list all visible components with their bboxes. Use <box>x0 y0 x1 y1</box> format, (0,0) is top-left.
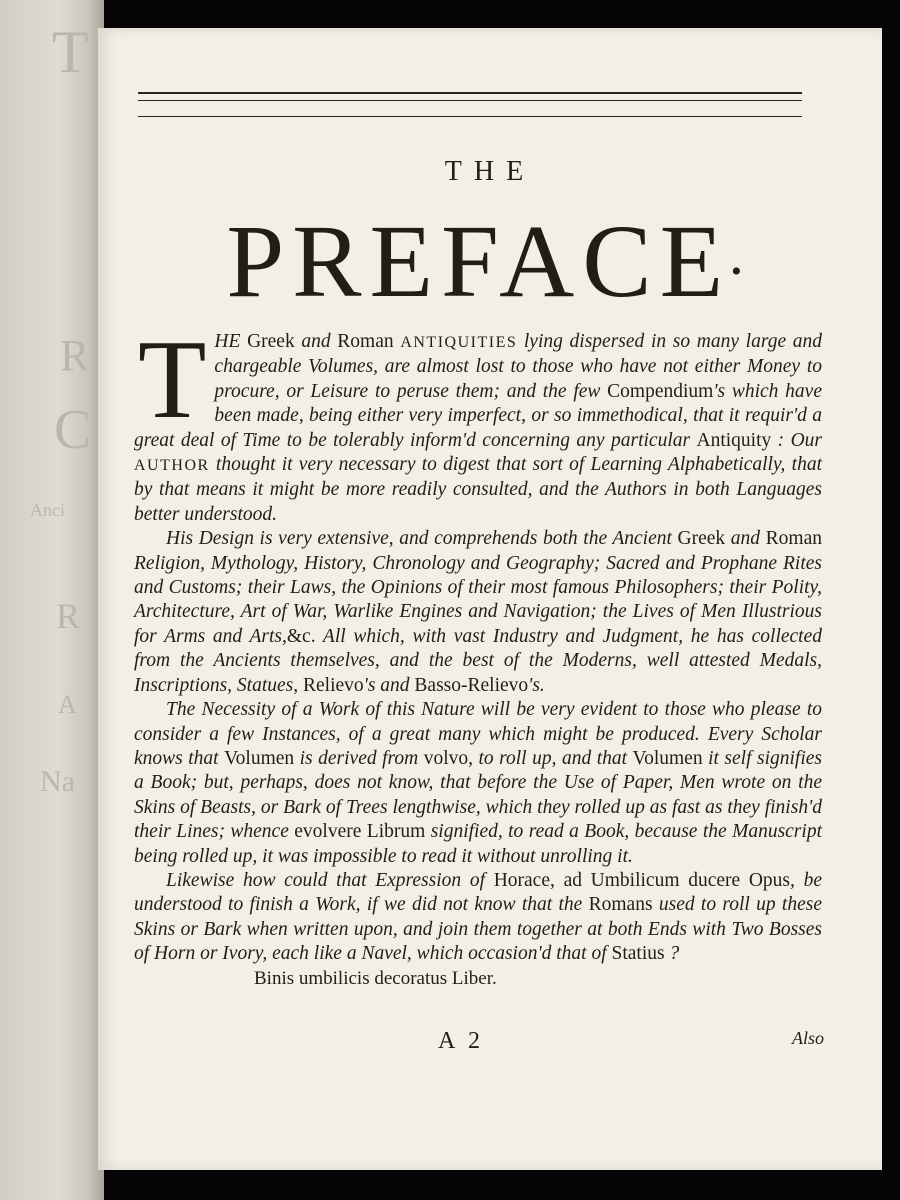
ghost-letter: R <box>60 331 90 380</box>
text-run: Religion, Mythology, History, Chronology and Geography; Sacred and Prophane Rites and Customs; their Laws, the Opinions of their most famous Philosophers; their Polity, Architecture, Art of War, Warlike Engines and Navigation; the Lives of Men Illustrious for Arms and Arts, <box>134 552 822 647</box>
text-run: thought it very necessary to digest that sort of Learning Alphabetically, that by that means it might be more readily consulted, and the Authors in both Languages better understood. <box>134 454 822 525</box>
text-run: Antiquity <box>696 429 772 451</box>
ghost-letter: T <box>52 19 89 85</box>
text-run: 's. <box>528 674 545 696</box>
text-run: Roman <box>337 331 394 352</box>
paragraph-text <box>134 528 822 695</box>
text-run: Statius <box>611 943 665 965</box>
text-run: Compendium <box>607 380 714 402</box>
book-page <box>98 28 882 1170</box>
text-run: Volumen <box>224 747 295 769</box>
text-run: Horace, ad Umbilicum ducere Opus <box>493 869 791 891</box>
text-run: Likewise how could that Expression of <box>166 869 494 891</box>
paragraph-1 <box>134 318 823 527</box>
drop-cap: T <box>138 318 207 442</box>
previous-page-edge <box>0 0 104 1200</box>
top-rule <box>138 92 802 94</box>
text-run: and <box>725 528 766 550</box>
text-run: volvo <box>423 747 469 769</box>
text-run: Basso-Relievo <box>414 674 529 696</box>
signature-mark: A 2 <box>438 1028 485 1054</box>
text-run: His Design is very extensive, and comprehends both the Ancient <box>166 528 678 550</box>
text-run: lying dispersed in so many large and chargeable Volumes, are almost lost to those who have not either Money to procure, or Leisure to peruse them; and the few <box>214 331 823 402</box>
text-run: Romans <box>588 894 653 916</box>
text-run: AUTHOR <box>134 457 210 475</box>
paragraph-4 <box>134 869 822 967</box>
text-run: Greek <box>247 331 295 352</box>
text-run: The Necessity of a Work of this Nature will be very evident to those who please to consider a few Instances, of a great many which might be produced. Every Scholar knows that <box>134 699 822 769</box>
text-run: and <box>294 331 338 352</box>
heading-small: THE <box>444 156 536 187</box>
text-run: Volumen <box>632 747 703 769</box>
top-rule <box>138 100 802 101</box>
ghost-letter: R <box>56 596 81 636</box>
text-run: it self signifies a Book; but, perhaps, does not know, that before the Use of Paper, Men wrote on the Skins of Beasts, or Bark of Trees lengthwise, which they rolled up as fast as they finish'd their Lines; whence <box>134 747 822 843</box>
preface-body <box>134 318 823 991</box>
ghost-letter: C <box>54 399 92 461</box>
text-run: , to roll up, and that <box>468 747 633 769</box>
text-run: 's and <box>363 674 415 696</box>
catchword: Also <box>791 1028 824 1048</box>
paragraph-text <box>134 699 822 866</box>
ghost-letter: Anci <box>30 500 65 520</box>
ghost-letter: Na <box>40 765 75 798</box>
page-title <box>138 204 838 319</box>
ghost-letter: A <box>58 690 77 719</box>
text-run: : Our <box>771 429 823 451</box>
text-run: 's which have been made, being either very imperfect, or so immethodical, that it requir'd a great deal of Time to be tolerably inform'd concerning any particular <box>134 380 822 451</box>
title-text: PREFACE <box>226 204 732 319</box>
text-run: All which, with vast Industry and Judgment, he has collected from the Ancients themselves, and the best of the Moderns, well attested Medals, Inscriptions, Statues, <box>134 625 822 696</box>
paragraph-text <box>134 318 823 525</box>
text-run: ? <box>664 943 680 965</box>
verse-quote: Binis umbilicis decoratus Liber. <box>254 967 497 989</box>
text-run: HE <box>214 331 248 352</box>
top-rule <box>138 116 802 117</box>
text-run: , be understood to finish a Work, if we did not know that the <box>134 869 823 916</box>
text-run: signified, to read a Book, because the Manuscript being rolled up, it was impossible to read it without unrolling it. <box>134 821 822 867</box>
text-run: ANTIQUITIES <box>400 334 518 351</box>
paragraph-text <box>134 870 822 964</box>
title-dot: • <box>731 255 750 289</box>
text-run: Relievo <box>303 674 364 696</box>
text-run: is derived from <box>294 747 424 769</box>
text-run: evolvere Librum <box>294 821 426 843</box>
text-run: used to roll up these Skins or Bark when written upon, and join them together at both Ends with Two Bosses of Horn or Ivory, each like a Navel, which occasion'd that of <box>134 894 822 965</box>
text-run: Greek <box>677 528 726 550</box>
paragraph-2 <box>134 527 822 698</box>
text-run: &c. <box>286 625 316 647</box>
text-run: Roman <box>765 528 823 550</box>
paragraph-3 <box>134 698 822 869</box>
